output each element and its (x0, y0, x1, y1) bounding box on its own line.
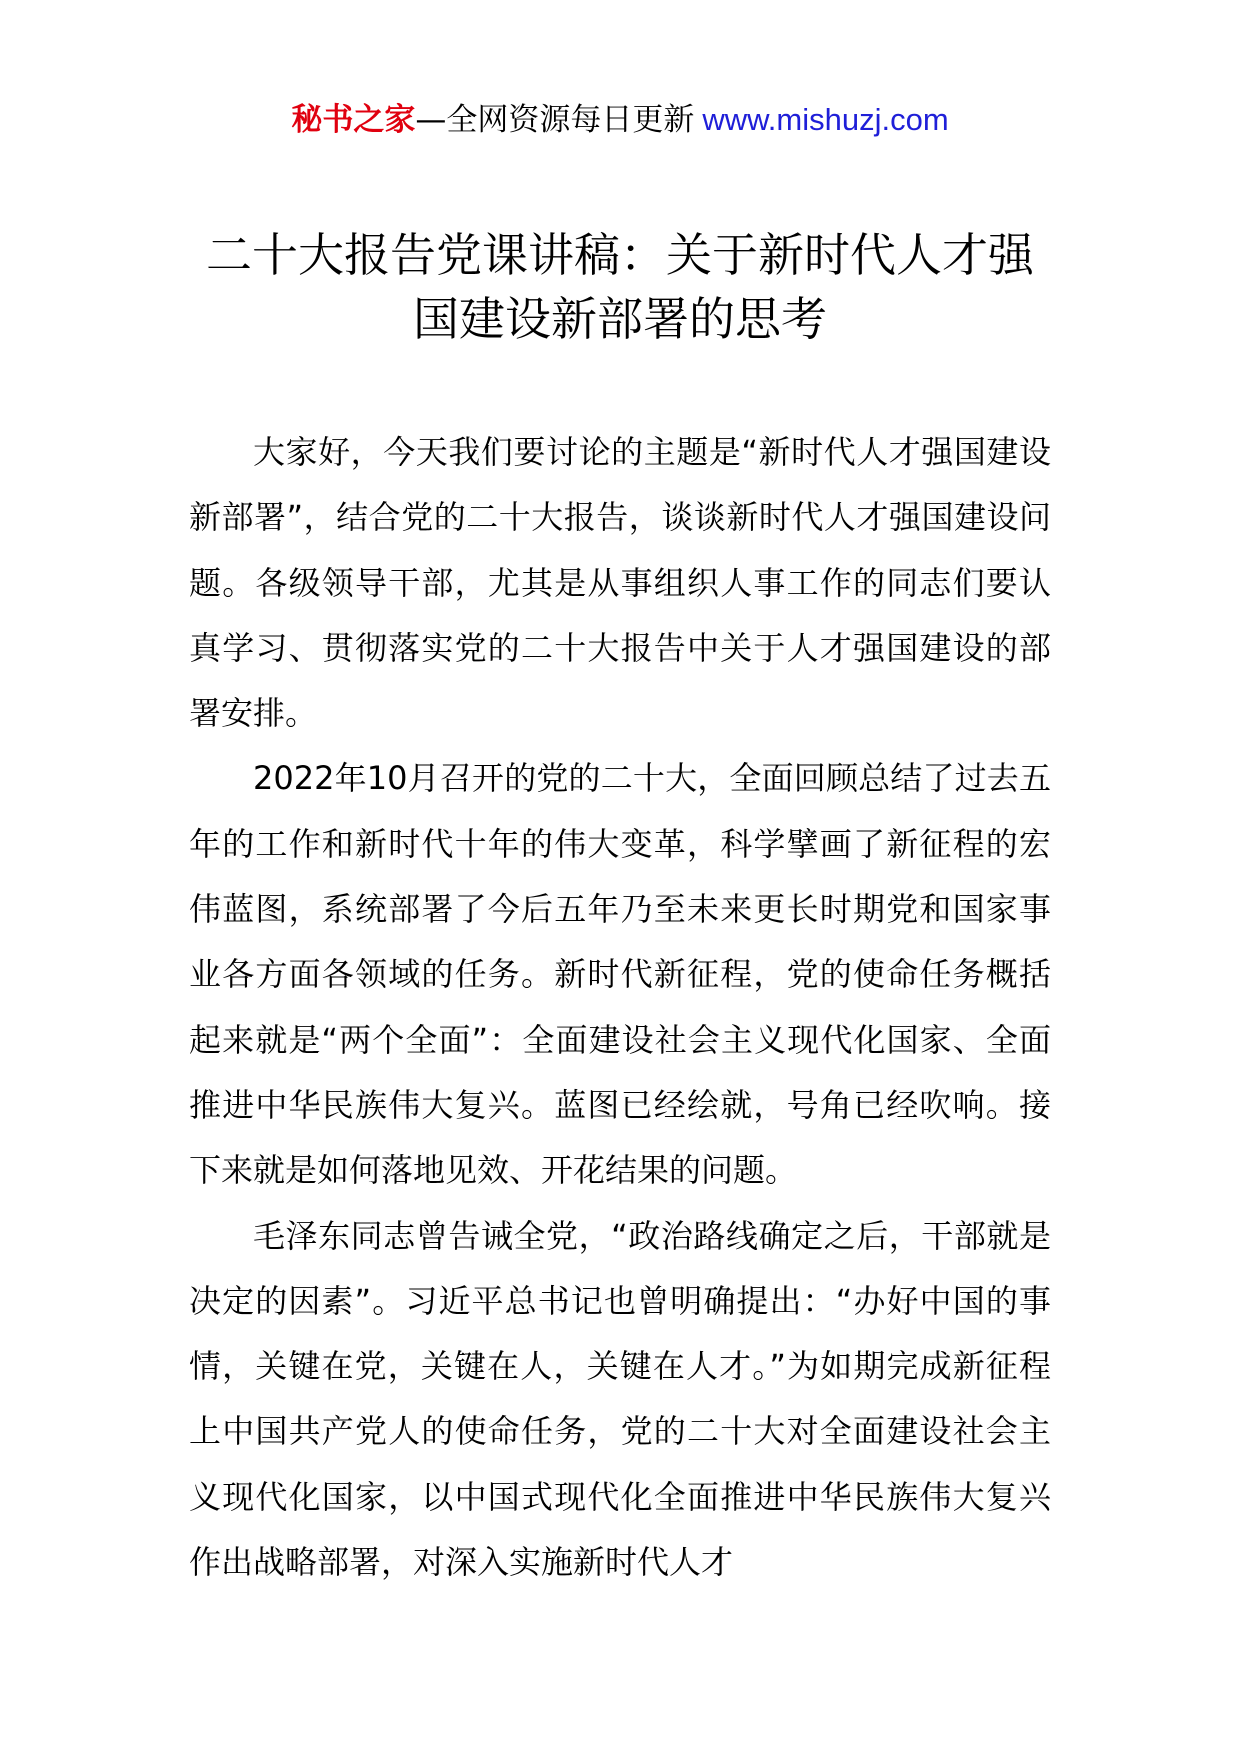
paragraph-1: 大家好，今天我们要讨论的主题是“新时代人才强国建设新部署”，结合党的二十大报告，谈谈新时代人才强国建设问题。各级领导干部，尤其是从事组织人事工作的同志们要认真学习、贯彻落实党的二十大报告中关于人才强国建设的部署安排。 (189, 433, 1051, 733)
document-title (150, 223, 1090, 351)
paragraph-2: 2022年10月召开的党的二十大，全面回顾总结了过去五年的工作和新时代十年的伟大变革，科学擘画了新征程的宏伟蓝图，系统部署了今后五年乃至未来更长时期党和国家事业各方面各领域的任务。新时代新征程，党的使命任务概括起来就是“两个全面”：全面建设社会主义现代化国家、全面推进中华民族伟大复兴。蓝图已经绘就，号角已经吹响。接下来就是如何落地见效、开花结果的问题。 (189, 759, 1051, 1190)
site-url-link[interactable]: www.mishuzj.com (702, 102, 949, 137)
paragraph-3: 毛泽东同志曾告诫全党，“政治路线确定之后，干部就是决定的因素”。习近平总书记也曾明确提出：“办好中国的事情，关键在党，关键在人，关键在人才。”为如期完成新征程上中国共产党人的使命任务，党的二十大对全面建设社会主义现代化国家，以中国式现代化全面推进中华民族伟大复兴作出战略部署，对深入实施新时代人才 (189, 1216, 1051, 1582)
site-header (0, 100, 1240, 140)
title-line-1: 二十大报告党课讲稿：关于新时代人才强 (206, 228, 1034, 282)
brand-name: 秘书之家 (291, 102, 416, 138)
title-line-2: 国建设新部署的思考 (413, 292, 827, 346)
header-slogan: —全网资源每日更新 (415, 102, 695, 138)
document-body (189, 420, 1051, 1595)
